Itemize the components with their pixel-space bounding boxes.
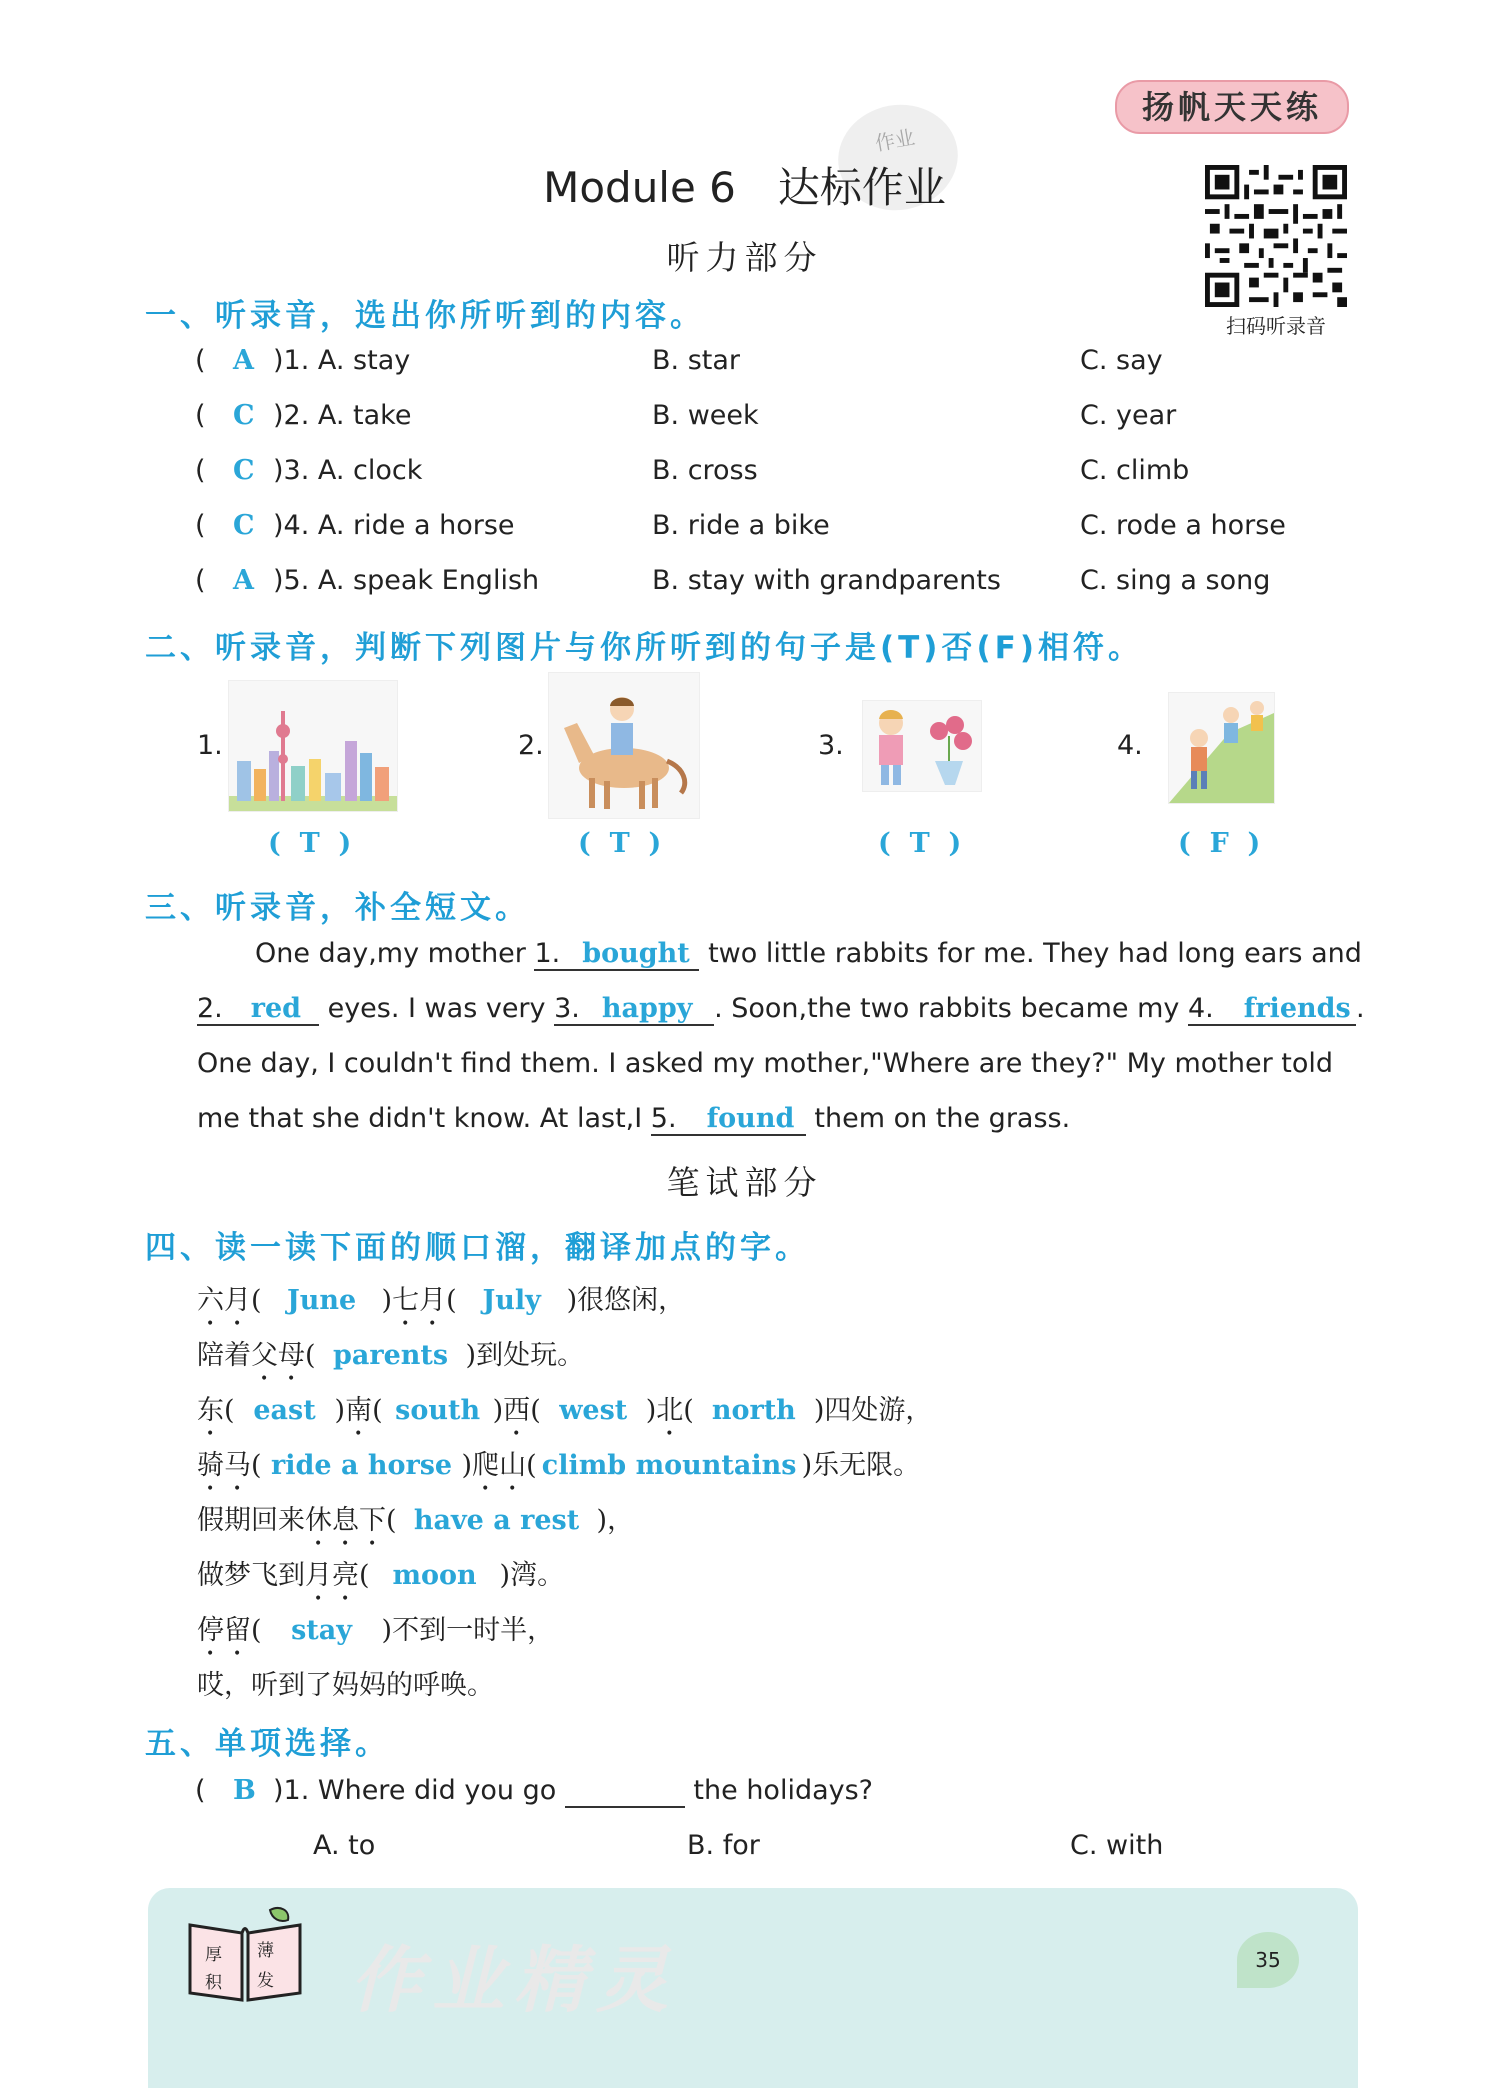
s2-num-2: 2. bbox=[518, 730, 544, 761]
s3-line-4: me that she didn't know. At last,I 5. found them on the grass. bbox=[197, 1103, 1071, 1134]
book-char-4: 发 bbox=[257, 1971, 274, 1991]
s1-option-b-4: B. ride a bike bbox=[652, 510, 830, 541]
section5-heading: 五、单项选择。 bbox=[145, 1726, 390, 1762]
listening-heading: 听力部分 bbox=[666, 238, 823, 277]
s5-option-c: C. with bbox=[1070, 1830, 1164, 1861]
s3-blank-5: found bbox=[706, 1103, 795, 1134]
s1-answer-5: A bbox=[233, 565, 254, 596]
qr-caption: 扫码听录音 bbox=[1226, 314, 1326, 338]
s5-answer-1: B bbox=[233, 1775, 256, 1806]
s2-answer-1: ( T ) bbox=[268, 828, 352, 859]
s1-num-3: )3. bbox=[273, 455, 310, 486]
s1-option-a-4: A. ride a horse bbox=[317, 510, 515, 541]
s1-answer-2: C bbox=[233, 400, 255, 431]
s1-option-b-2: B. week bbox=[652, 400, 759, 431]
written-heading: 笔试部分 bbox=[666, 1163, 823, 1202]
s4-answer-have-a-rest: have a rest bbox=[413, 1505, 580, 1536]
s1-option-a-2: A. take bbox=[317, 400, 412, 431]
s1-num-5: )5. bbox=[273, 565, 310, 596]
s4-row-5: 假期回来休息下( have a rest )， bbox=[197, 1505, 635, 1536]
girl-with-flowers-image bbox=[862, 700, 982, 792]
s4-row-3: 东( east )南( south )西( west )北( north )四处游， bbox=[197, 1395, 933, 1426]
s1-option-b-3: B. cross bbox=[652, 455, 758, 486]
s1-num-2: )2. bbox=[273, 400, 310, 431]
s4-row-6: 做梦飞到月亮( moon )湾。 bbox=[197, 1560, 565, 1591]
s4-answer-south: south bbox=[395, 1395, 481, 1426]
s2-num-4: 4. bbox=[1117, 730, 1143, 761]
s3-line-1: One day,my mother 1. bought two little rabbits for me. They had long ears and bbox=[255, 938, 1362, 969]
s2-num-1: 1. bbox=[197, 730, 223, 761]
s4-answer-parents: parents bbox=[333, 1340, 449, 1371]
s1-row-3: ( C )3. A. clock bbox=[195, 455, 423, 486]
s2-answer-4: ( F ) bbox=[1178, 828, 1261, 859]
s1-option-c-2: C. year bbox=[1080, 400, 1177, 431]
boy-riding-horse-image bbox=[548, 672, 700, 819]
s1-option-c-1: C. say bbox=[1080, 345, 1163, 376]
s1-option-a-1: A. stay bbox=[317, 345, 411, 376]
s1-option-b-1: B. star bbox=[652, 345, 740, 376]
s3-blank-4: friends bbox=[1243, 993, 1351, 1024]
s1-row-4: ( C )4. A. ride a horse bbox=[195, 510, 515, 541]
s1-answer-4: C bbox=[233, 510, 255, 541]
stamp-watermark: 作业 bbox=[830, 95, 966, 219]
s4-answer-climb-mountains: climb mountains bbox=[541, 1450, 797, 1481]
footer-watermark: 作业精灵 bbox=[350, 1938, 679, 2022]
city-skyline-image bbox=[228, 680, 398, 812]
s4-row-4: 骑马( ride a horse )爬山( climb mountains )乐无限。 bbox=[197, 1450, 921, 1481]
s2-num-3: 3. bbox=[818, 730, 844, 761]
s4-answer-moon: moon bbox=[392, 1560, 477, 1591]
s3-blank-3: happy bbox=[601, 993, 693, 1024]
footer-bar bbox=[148, 1888, 1358, 2088]
s1-answer-3: C bbox=[233, 455, 255, 486]
s4-answer-north: north bbox=[711, 1395, 796, 1426]
s3-line-2: 2. red eyes. I was very 3. happy . Soon,the two rabbits became my 4. friends . bbox=[197, 993, 1365, 1024]
s4-answer-west: west bbox=[559, 1395, 628, 1426]
s1-answer-1: A bbox=[233, 345, 254, 376]
s1-row-2: ( C )2. A. take bbox=[195, 400, 412, 431]
qr-code-icon[interactable] bbox=[1205, 165, 1347, 307]
section1-heading: 一、听录音，选出你所听到的内容。 bbox=[145, 298, 705, 334]
s1-option-c-5: C. sing a song bbox=[1080, 565, 1271, 596]
s4-answer-east: east bbox=[253, 1395, 316, 1426]
s4-answer-ride-a-horse: ride a horse bbox=[271, 1450, 453, 1481]
brand-badge: 扬帆天天练 bbox=[1115, 80, 1349, 134]
s5-question-1: ( B )1. Where did you go the holidays? bbox=[195, 1775, 874, 1806]
s4-row-2: 陪着父母( parents )到处玩。 bbox=[197, 1340, 585, 1371]
s5-option-a: A. to bbox=[313, 1830, 376, 1861]
book-char-1: 厚 bbox=[205, 1945, 222, 1965]
open-book-icon bbox=[180, 1905, 310, 2010]
book-char-3: 积 bbox=[205, 1973, 222, 1993]
s2-answer-2: ( T ) bbox=[578, 828, 662, 859]
s3-blank-2: red bbox=[250, 993, 302, 1024]
page-number: 35 bbox=[1237, 1932, 1299, 1988]
s4-row-8: 哎，听到了妈妈的呼唤。 bbox=[197, 1670, 494, 1701]
s1-option-c-3: C. climb bbox=[1080, 455, 1190, 486]
s1-option-b-5: B. stay with grandparents bbox=[652, 565, 1001, 596]
s5-option-b: B. for bbox=[687, 1830, 760, 1861]
s1-row-1: ( A )1. A. stay bbox=[195, 345, 411, 376]
section3-heading: 三、听录音，补全短文。 bbox=[145, 890, 530, 926]
s4-answer-stay: stay bbox=[291, 1615, 352, 1646]
s3-blank-1: bought bbox=[582, 938, 690, 969]
section2-heading: 二、听录音，判断下列图片与你所听到的句子是(T)否(F)相符。 bbox=[145, 630, 1143, 666]
s2-answer-3: ( T ) bbox=[878, 828, 962, 859]
s1-option-a-3: A. clock bbox=[317, 455, 423, 486]
page-title: Module 6 达标作业 bbox=[543, 163, 946, 212]
s1-row-5: ( A )5. A. speak English bbox=[195, 565, 540, 596]
s1-option-c-4: C. rode a horse bbox=[1080, 510, 1286, 541]
s4-answer-july: July bbox=[482, 1285, 541, 1316]
s1-option-a-5: A. speak English bbox=[317, 565, 540, 596]
s4-answer-june: June bbox=[286, 1285, 357, 1316]
s1-num-1: )1. bbox=[273, 345, 310, 376]
s4-row-1: 六月( June )七月( July )很悠闲， bbox=[197, 1285, 686, 1316]
s3-line-3: One day, I couldn't find them. I asked my mother,"Where are they?" My mother told bbox=[197, 1048, 1334, 1079]
s1-num-4: )4. bbox=[273, 510, 310, 541]
s4-row-7: 停留( stay )不到一时半， bbox=[197, 1615, 555, 1646]
people-climbing-image bbox=[1168, 692, 1275, 804]
book-char-2: 薄 bbox=[257, 1941, 274, 1961]
section4-heading: 四、读一读下面的顺口溜，翻译加点的字。 bbox=[145, 1230, 810, 1266]
